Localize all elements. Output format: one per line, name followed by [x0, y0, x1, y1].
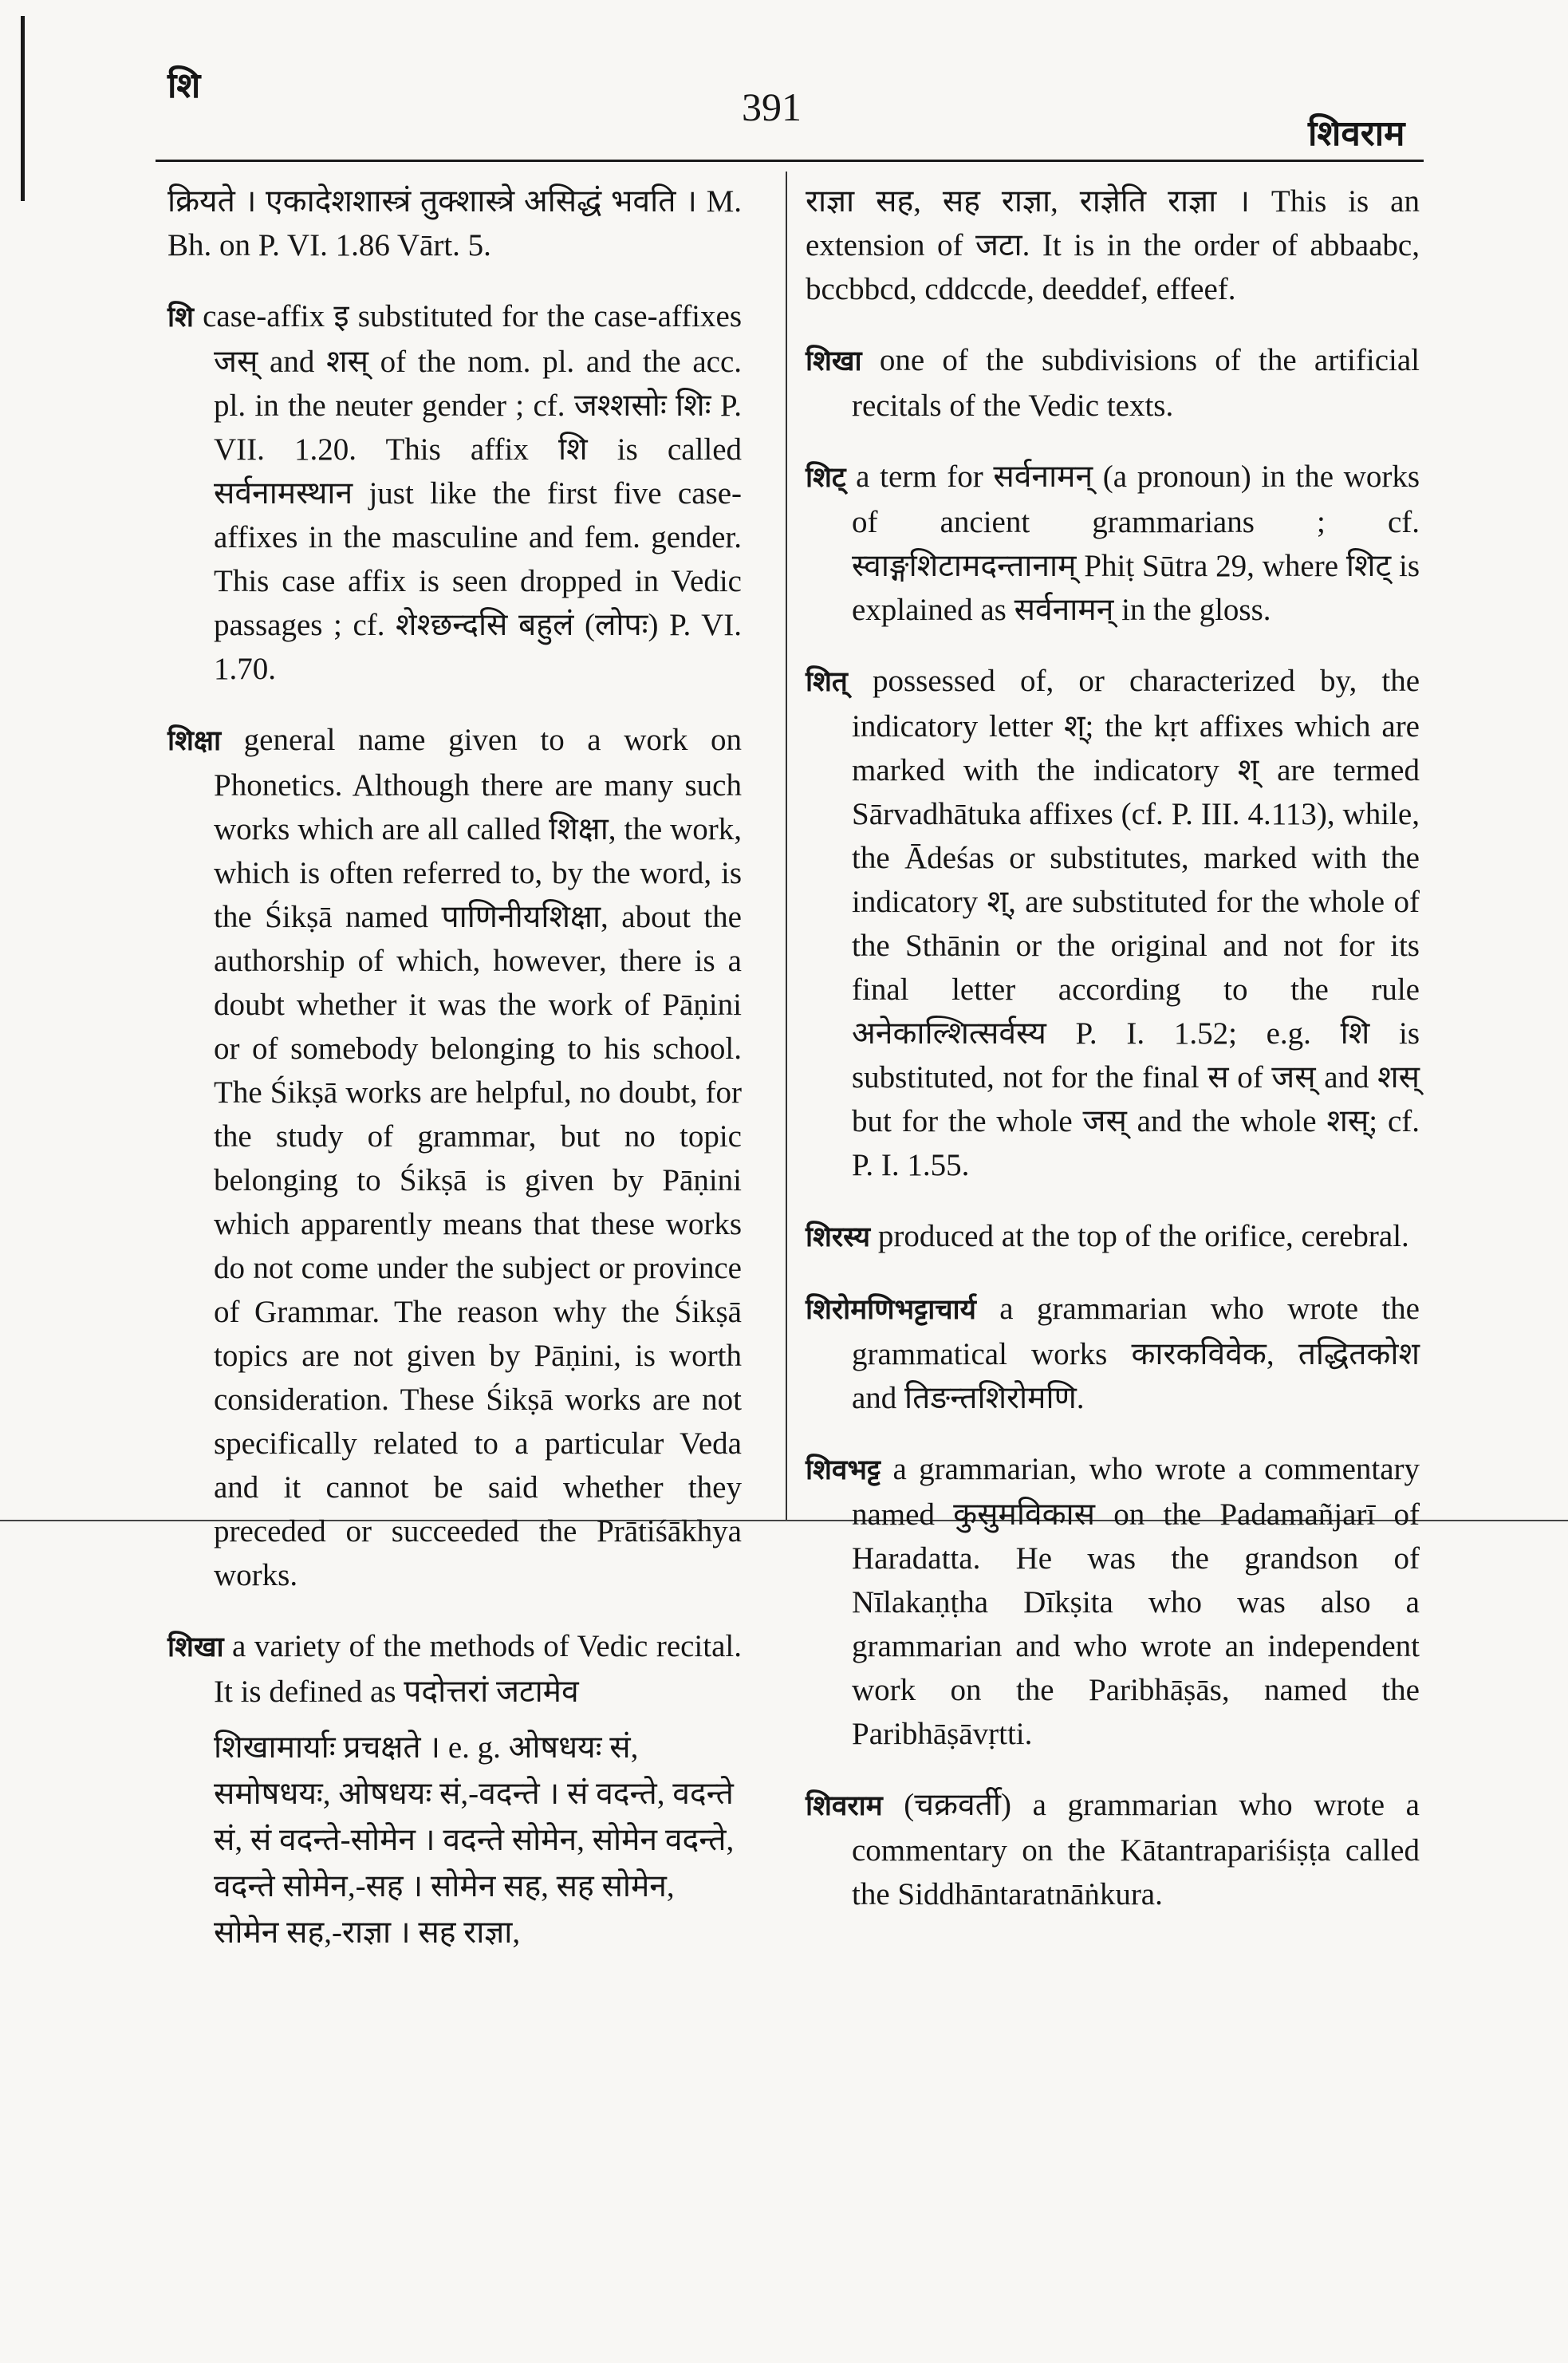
entry-definition: a variety of the methods of Vedic recital. It is defined as पदोत्तरां जटामेव	[214, 1629, 743, 1709]
header-left-headword: शि	[167, 65, 201, 106]
dictionary-entry	[806, 1287, 1420, 1420]
entry-definition: produced at the top of the orifice, cerebral.	[877, 1219, 1409, 1253]
dictionary-entry	[167, 1624, 742, 1956]
header-rule	[156, 160, 1424, 162]
dictionary-entry	[806, 1447, 1420, 1756]
entry-headword: शित्	[806, 666, 848, 698]
entry-headword: शिट्	[806, 462, 846, 494]
dictionary-entry	[806, 1214, 1420, 1260]
entry-definition: general name given to a work on Phonetics. Although there are many such works which are all called शिक्षा, the work, which is often referred to, by the word, is the Śikṣā named पाणिनीयशिक्षा, about the authorship of which, however, there is a doubt whether it was the work of Pāṇini or of somebody belonging to his school. The Śikṣā works are helpful, no doubt, for the study of grammar, but no topic belonging to Śikṣā is given by Pāṇini which apparently means that these works do not come under the subject or province of Grammar. The reason why the Śikṣā topics are not given by Pāṇini, is worth consideration. These Śikṣā works are not specifically related to a particular Veda and it cannot be said whether they preceded or succeeded the Prātiśākhya works.	[214, 723, 743, 1592]
right-column	[806, 179, 1420, 1943]
entry-headword: शिरोमणिभट्टाचार्य	[806, 1294, 976, 1326]
left-continuation: क्रियते । एकादेशशास्त्रं तुक्शास्त्रे असिद्धं भवति । M. Bh. on P. VI. 1.86 Vārt. 5.	[167, 184, 742, 262]
entry-headword: शिवभट्ट	[806, 1454, 881, 1486]
header-right-headword: शिवराम	[1308, 113, 1405, 154]
entry-definition: a term for सर्वनामन् (a pronoun) in the works of ancient grammarians ; cf. स्वाङ्गशिटामदन्तानाम् Phiṭ Sūtra 29, where शिट् is explained as सर्वनामन् in the gloss.	[852, 460, 1420, 627]
page-header	[0, 0, 1568, 168]
entry-definition: a grammarian who wrote the grammatical works कारकविवेक, तद्धितकोश and तिङन्तशिरोमणि.	[852, 1292, 1420, 1415]
entry-definition: case-affix इ substituted for the case-affixes जस् and शस् of the nom. pl. and the acc. pl. in the neuter gender ; cf. जश्शसोः शिः P. VII. 1.20. This affix शि is called सर्वनामस्थान just like the first five case-affixes in the masculine and fem. gender. This case affix is seen dropped in Vedic passages ; cf. शेश्छन्दसि बहुलं (लोपः) P. VI. 1.70.	[203, 299, 742, 686]
entry-headword: शिखा	[167, 1631, 224, 1663]
column-divider	[786, 172, 787, 1520]
dictionary-entry	[806, 455, 1420, 632]
right-continuation: राज्ञा सह, सह राज्ञा, राज्ञेति राज्ञा । This is an extension of जटा. It is in the order of abbaabc, bccbbcd, cddccde, deeddef, effeef.	[806, 184, 1420, 306]
dictionary-entry	[806, 338, 1420, 428]
entry-definition: (चक्रवर्ती) a grammarian who wrote a commentary on the Kātantrapariśiṣṭa called the Siddhāntaratnāṅkura.	[852, 1788, 1420, 1911]
entry-headword: शिक्षा	[167, 725, 222, 757]
entry-definition: one of the subdivisions of the artificial recitals of the Vedic texts.	[852, 343, 1420, 423]
entry-definition: possessed of, or characterized by, the indicatory letter श्; the kṛt affixes which are marked with the indicatory श् are termed Sārvadhātuka affixes (cf. P. III. 4.113), while, the Ādeśas or substitutes, marked with the indicatory श्, are substituted for the whole of the Sthānin or the original and not for its final letter according to the rule अनेकाल्शित्सर्वस्य P. I. 1.52; e.g. शि is substituted, not for the final स of जस् and शस् but for the whole जस् and the whole शस्; cf. P. I. 1.55.	[852, 664, 1420, 1182]
dictionary-entry	[806, 659, 1420, 1187]
entry-definition: a grammarian, who wrote a commentary named कुसुमविकास on the Padamañjarī of Haradatta. He was the grandson of Nīlakaṇṭha Dīkṣita who was also a grammarian and who wrote an independent work on the Paribhāṣās, named the Paribhāṣāvṛtti.	[852, 1452, 1420, 1751]
left-column	[167, 179, 742, 1983]
entry-headword: शि	[167, 302, 194, 333]
dictionary-entry	[806, 1783, 1420, 1916]
entry-headword: शिखा	[806, 345, 862, 377]
dictionary-entry	[167, 718, 742, 1597]
entry-headword: शिवराम	[806, 1790, 883, 1822]
entry-example-recital: शिखामार्याः प्रचक्षते । e. g. ओषधयः सं, समोषधयः, ओषधयः सं,-वदन्ते । सं वदन्ते, वदन्ते सं, सं वदन्ते-सोमेन । वदन्ते सोमेन, सोमेन वदन्ते, वदन्ते सोमेन,-सह । सोमेन सह, सह सोमेन, सोमेन सह,-राज्ञा । सह राज्ञा,	[214, 1730, 735, 1950]
dictionary-entry	[167, 294, 742, 691]
entry-headword: शिरस्य	[806, 1221, 871, 1253]
page-number: 391	[742, 85, 802, 129]
